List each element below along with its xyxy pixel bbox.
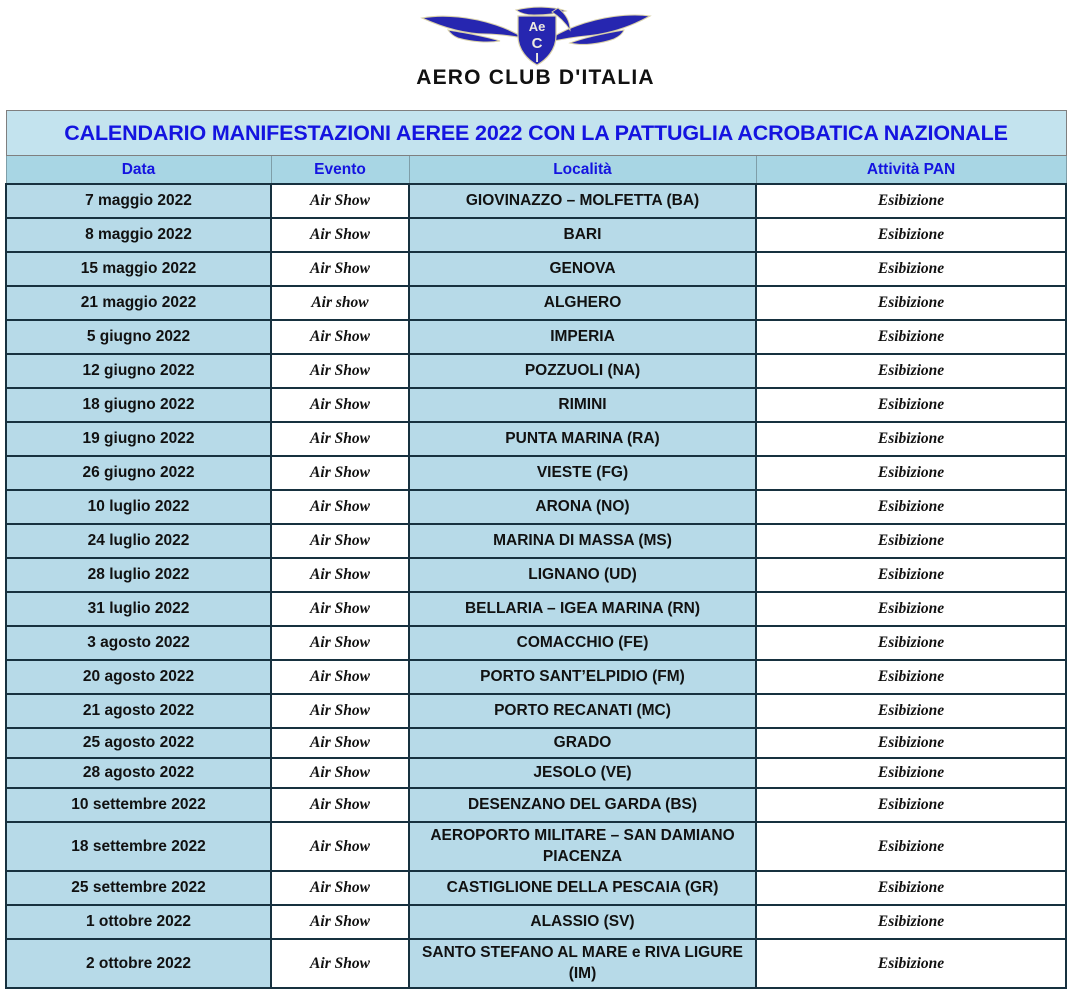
cell-localita <box>409 558 756 592</box>
cell-attivita-pan <box>756 422 1066 456</box>
cell-localita-text: DESENZANO DEL GARDA (BS) <box>467 795 698 813</box>
cell-localita-text: SANTO STEFANO AL MARE e RIVA LIGURE (IM) <box>422 944 743 982</box>
cell-attivita-pan <box>756 388 1066 422</box>
cell-data-text: 15 maggio 2022 <box>80 260 197 278</box>
cell-localita-text: RIMINI <box>558 395 607 413</box>
cell-localita-text: ALGHERO <box>543 293 622 311</box>
cell-evento <box>271 871 409 905</box>
cell-attivita-pan-text: Esibizione <box>877 226 945 244</box>
cell-attivita-pan <box>756 218 1066 252</box>
cell-evento <box>271 626 409 660</box>
cell-evento <box>271 354 409 388</box>
table-row <box>6 660 1066 694</box>
cell-attivita-pan-text: Esibizione <box>877 702 945 720</box>
cell-data <box>6 822 271 871</box>
calendar-table-body <box>6 184 1066 988</box>
svg-text:Ae: Ae <box>528 19 545 34</box>
cell-evento <box>271 939 409 988</box>
cell-evento-text: Air Show <box>310 600 370 618</box>
table-row <box>6 871 1066 905</box>
cell-attivita-pan <box>756 490 1066 524</box>
cell-data-text: 8 maggio 2022 <box>85 226 192 244</box>
cell-evento <box>271 456 409 490</box>
cell-localita <box>409 758 756 788</box>
cell-evento-text: Air Show <box>310 668 370 686</box>
cell-attivita-pan-text: Esibizione <box>877 430 945 448</box>
cell-localita-text: JESOLO (VE) <box>533 763 632 781</box>
cell-data <box>6 626 271 660</box>
cell-evento-text: Air Show <box>310 879 370 897</box>
cell-localita-text: ARONA (NO) <box>535 497 630 515</box>
cell-localita-text: IMPERIA <box>550 327 615 345</box>
cell-evento-text: Air Show <box>310 192 370 210</box>
cell-data-text: 24 luglio 2022 <box>87 532 190 550</box>
cell-localita <box>409 218 756 252</box>
cell-evento <box>271 320 409 354</box>
cell-attivita-pan <box>756 822 1066 871</box>
cell-attivita-pan <box>756 660 1066 694</box>
cell-attivita-pan <box>756 788 1066 822</box>
cell-localita <box>409 626 756 660</box>
column-header-localita <box>409 156 756 185</box>
cell-attivita-pan-text: Esibizione <box>877 328 945 346</box>
column-header-evento-label: Evento <box>314 161 366 178</box>
cell-attivita-pan <box>756 354 1066 388</box>
cell-evento-text: Air Show <box>310 362 370 380</box>
table-row <box>6 728 1066 758</box>
cell-attivita-pan-text: Esibizione <box>877 566 945 584</box>
cell-attivita-pan-text: Esibizione <box>877 362 945 380</box>
column-header-localita-label: Località <box>553 161 612 178</box>
cell-attivita-pan-text: Esibizione <box>877 464 945 482</box>
cell-localita-text: PORTO SANT’ELPIDIO (FM) <box>480 667 685 685</box>
cell-data <box>6 660 271 694</box>
cell-localita <box>409 592 756 626</box>
cell-data-text: 3 agosto 2022 <box>87 634 190 652</box>
cell-localita-text: MARINA DI MASSA (MS) <box>493 531 672 549</box>
cell-localita-text: PORTO RECANATI (MC) <box>494 701 671 719</box>
cell-data-text: 21 agosto 2022 <box>82 702 195 720</box>
cell-data-text: 25 agosto 2022 <box>82 734 195 752</box>
cell-evento-text: Air show <box>311 294 369 312</box>
table-row <box>6 558 1066 592</box>
cell-attivita-pan <box>756 558 1066 592</box>
cell-localita <box>409 728 756 758</box>
cell-attivita-pan-text: Esibizione <box>877 796 945 814</box>
cell-evento <box>271 728 409 758</box>
cell-localita-text: POZZUOLI (NA) <box>524 361 641 379</box>
cell-localita <box>409 524 756 558</box>
table-row <box>6 524 1066 558</box>
cell-evento-text: Air Show <box>310 464 370 482</box>
cell-evento <box>271 422 409 456</box>
cell-attivita-pan-text: Esibizione <box>877 734 945 752</box>
cell-evento-text: Air Show <box>310 634 370 652</box>
cell-attivita-pan <box>756 871 1066 905</box>
cell-localita-text: COMACCHIO (FE) <box>516 633 649 651</box>
table-row <box>6 286 1066 320</box>
column-header-attivita-pan-label: Attività PAN <box>866 161 956 178</box>
cell-evento <box>271 252 409 286</box>
cell-data <box>6 871 271 905</box>
table-row <box>6 388 1066 422</box>
cell-attivita-pan <box>756 592 1066 626</box>
cell-localita-text: GIOVINAZZO – MOLFETTA (BA) <box>465 191 700 209</box>
cell-evento-text: Air Show <box>310 226 370 244</box>
table-row <box>6 939 1066 988</box>
cell-evento <box>271 286 409 320</box>
cell-attivita-pan <box>756 728 1066 758</box>
calendar-title: CALENDARIO MANIFESTAZIONI AEREE 2022 CON LA PATTUGLIA ACROBATICA NAZIONALE <box>64 121 1008 145</box>
cell-localita-text: GENOVA <box>549 259 616 277</box>
cell-data <box>6 558 271 592</box>
table-row <box>6 822 1066 871</box>
cell-evento <box>271 822 409 871</box>
cell-data <box>6 422 271 456</box>
cell-attivita-pan <box>756 939 1066 988</box>
cell-localita <box>409 422 756 456</box>
cell-data-text: 10 settembre 2022 <box>71 796 206 814</box>
cell-attivita-pan-text: Esibizione <box>877 260 945 278</box>
cell-attivita-pan-text: Esibizione <box>877 668 945 686</box>
brand-block <box>0 0 1071 103</box>
cell-evento <box>271 660 409 694</box>
cell-localita <box>409 286 756 320</box>
cell-data <box>6 728 271 758</box>
cell-attivita-pan <box>756 184 1066 218</box>
cell-data <box>6 490 271 524</box>
table-row <box>6 456 1066 490</box>
cell-localita <box>409 660 756 694</box>
cell-evento <box>271 184 409 218</box>
cell-localita <box>409 354 756 388</box>
table-row <box>6 905 1066 939</box>
cell-evento-text: Air Show <box>310 837 370 855</box>
cell-evento-text: Air Show <box>310 566 370 584</box>
cell-attivita-pan-text: Esibizione <box>877 954 945 972</box>
cell-data <box>6 788 271 822</box>
cell-localita-text: BELLARIA – IGEA MARINA (RN) <box>464 599 701 617</box>
cell-evento-text: Air Show <box>310 954 370 972</box>
cell-evento-text: Air Show <box>310 796 370 814</box>
cell-attivita-pan-text: Esibizione <box>877 764 945 782</box>
cell-attivita-pan-text: Esibizione <box>877 913 945 931</box>
table-row <box>6 218 1066 252</box>
aero-club-italia-eagle-shield-logo <box>420 0 652 66</box>
cell-localita <box>409 822 756 871</box>
cell-data-text: 10 luglio 2022 <box>87 498 190 516</box>
cell-evento <box>271 592 409 626</box>
cell-evento <box>271 694 409 728</box>
cell-data <box>6 524 271 558</box>
cell-data-text: 28 luglio 2022 <box>87 566 190 584</box>
cell-data-text: 21 maggio 2022 <box>80 294 197 312</box>
cell-attivita-pan-text: Esibizione <box>877 294 945 312</box>
cell-evento <box>271 524 409 558</box>
cell-data-text: 31 luglio 2022 <box>87 600 190 618</box>
table-row <box>6 490 1066 524</box>
column-header-data <box>6 156 271 185</box>
table-row <box>6 422 1066 456</box>
calendar-table-container <box>5 110 1065 989</box>
cell-attivita-pan <box>756 456 1066 490</box>
cell-data <box>6 388 271 422</box>
cell-localita <box>409 905 756 939</box>
table-row <box>6 354 1066 388</box>
calendar-title-cell <box>6 111 1066 156</box>
cell-localita-text: LIGNANO (UD) <box>528 565 637 583</box>
cell-localita-text: PUNTA MARINA (RA) <box>505 429 660 447</box>
cell-attivita-pan <box>756 252 1066 286</box>
cell-attivita-pan-text: Esibizione <box>877 396 945 414</box>
cell-localita <box>409 871 756 905</box>
column-header-evento <box>271 156 409 185</box>
cell-attivita-pan <box>756 758 1066 788</box>
cell-data-text: 5 giugno 2022 <box>86 328 191 346</box>
cell-localita <box>409 490 756 524</box>
cell-evento-text: Air Show <box>310 498 370 516</box>
cell-attivita-pan <box>756 626 1066 660</box>
cell-attivita-pan <box>756 320 1066 354</box>
cell-evento-text: Air Show <box>310 734 370 752</box>
cell-data-text: 25 settembre 2022 <box>71 879 206 897</box>
cell-data-text: 12 giugno 2022 <box>82 362 195 380</box>
cell-data <box>6 354 271 388</box>
column-header-attivita-pan <box>756 156 1066 185</box>
cell-localita <box>409 184 756 218</box>
cell-evento-text: Air Show <box>310 532 370 550</box>
cell-attivita-pan-text: Esibizione <box>877 532 945 550</box>
cell-data <box>6 905 271 939</box>
cell-evento <box>271 758 409 788</box>
cell-localita <box>409 694 756 728</box>
cell-data <box>6 286 271 320</box>
table-row <box>6 694 1066 728</box>
cell-data <box>6 252 271 286</box>
table-row <box>6 320 1066 354</box>
cell-localita-text: AEROPORTO MILITARE – SAN DAMIANO PIACENZA <box>430 827 735 865</box>
cell-localita <box>409 320 756 354</box>
cell-data <box>6 939 271 988</box>
cell-attivita-pan-text: Esibizione <box>877 498 945 516</box>
cell-localita-text: CASTIGLIONE DELLA PESCAIA (GR) <box>446 878 719 896</box>
cell-data <box>6 218 271 252</box>
cell-data <box>6 456 271 490</box>
cell-data <box>6 592 271 626</box>
cell-evento <box>271 388 409 422</box>
cell-evento-text: Air Show <box>310 702 370 720</box>
cell-evento <box>271 905 409 939</box>
brand-caption: AERO CLUB D'ITALIA <box>416 66 655 89</box>
cell-evento <box>271 558 409 592</box>
cell-localita-text: ALASSIO (SV) <box>530 912 635 930</box>
cell-data-text: 1 ottobre 2022 <box>85 913 192 931</box>
cell-data-text: 7 maggio 2022 <box>85 192 192 210</box>
cell-attivita-pan <box>756 286 1066 320</box>
cell-data-text: 2 ottobre 2022 <box>85 954 192 972</box>
cell-attivita-pan-text: Esibizione <box>877 837 945 855</box>
cell-localita <box>409 456 756 490</box>
cell-data-text: 19 giugno 2022 <box>82 430 195 448</box>
table-row <box>6 758 1066 788</box>
cell-evento <box>271 218 409 252</box>
cell-data-text: 18 settembre 2022 <box>71 837 206 855</box>
cell-localita-text: BARI <box>563 225 602 243</box>
cell-localita <box>409 939 756 988</box>
cell-evento-text: Air Show <box>310 913 370 931</box>
cell-evento-text: Air Show <box>310 260 370 278</box>
calendar-table <box>5 110 1067 989</box>
cell-localita-text: VIESTE (FG) <box>536 463 629 481</box>
cell-attivita-pan <box>756 694 1066 728</box>
cell-localita <box>409 388 756 422</box>
page-header <box>0 0 1071 103</box>
cell-localita-text: GRADO <box>553 733 612 751</box>
cell-attivita-pan-text: Esibizione <box>877 192 945 210</box>
cell-evento-text: Air Show <box>310 430 370 448</box>
cell-evento-text: Air Show <box>310 328 370 346</box>
cell-data <box>6 694 271 728</box>
cell-localita <box>409 252 756 286</box>
cell-localita <box>409 788 756 822</box>
cell-attivita-pan-text: Esibizione <box>877 879 945 897</box>
cell-attivita-pan-text: Esibizione <box>877 600 945 618</box>
table-header-row <box>6 156 1066 185</box>
column-header-data-label: Data <box>121 161 156 178</box>
cell-evento <box>271 490 409 524</box>
cell-data <box>6 184 271 218</box>
cell-data-text: 18 giugno 2022 <box>82 396 195 414</box>
cell-evento <box>271 788 409 822</box>
cell-attivita-pan <box>756 524 1066 558</box>
cell-evento-text: Air Show <box>310 764 370 782</box>
cell-attivita-pan-text: Esibizione <box>877 634 945 652</box>
cell-data-text: 28 agosto 2022 <box>82 764 195 782</box>
table-title-row <box>6 111 1066 156</box>
cell-attivita-pan <box>756 905 1066 939</box>
svg-text:C: C <box>531 35 542 52</box>
cell-data <box>6 320 271 354</box>
table-row <box>6 626 1066 660</box>
cell-data-text: 20 agosto 2022 <box>82 668 195 686</box>
table-row <box>6 788 1066 822</box>
table-row <box>6 184 1066 218</box>
table-row <box>6 252 1066 286</box>
table-row <box>6 592 1066 626</box>
cell-data-text: 26 giugno 2022 <box>82 464 195 482</box>
cell-evento-text: Air Show <box>310 396 370 414</box>
cell-data <box>6 758 271 788</box>
svg-text:I: I <box>534 50 539 65</box>
